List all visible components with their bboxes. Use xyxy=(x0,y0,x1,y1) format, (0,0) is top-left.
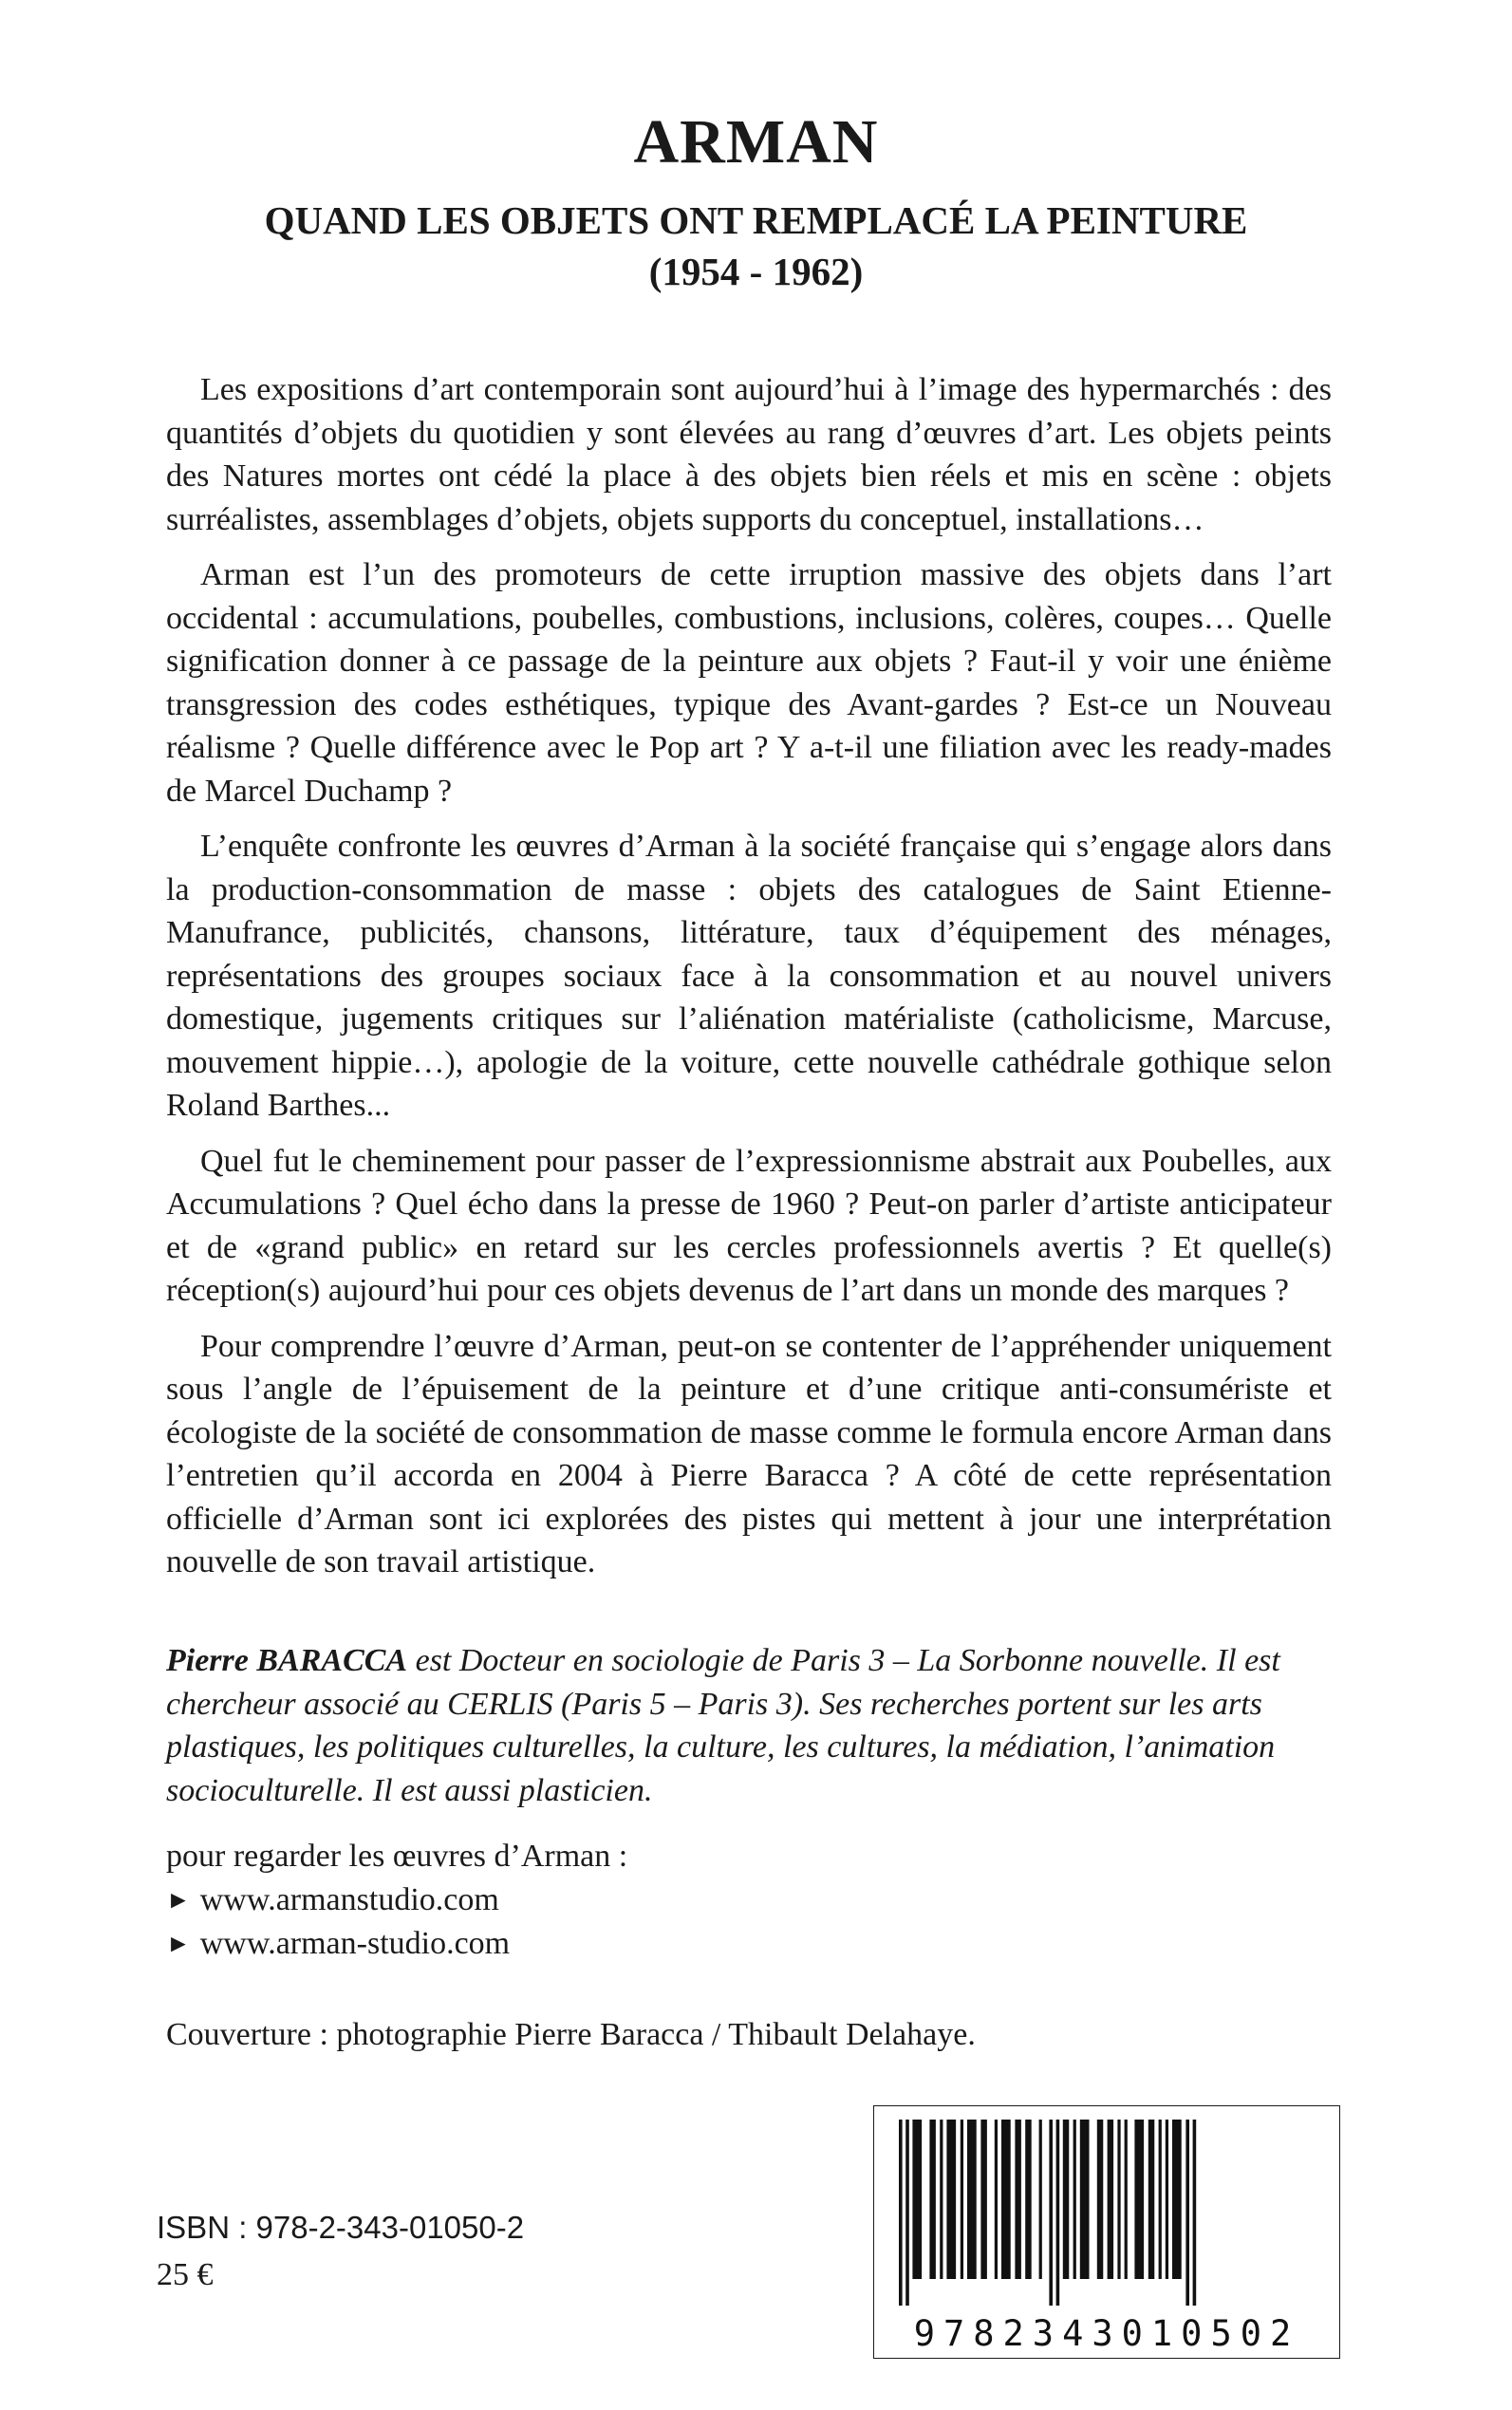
barcode-bar xyxy=(1134,2120,1144,2279)
links-intro: pour regarder les œuvres d’Arman : xyxy=(166,1839,628,1874)
barcode-bar xyxy=(1063,2120,1069,2279)
summary-paragraph: Arman est l’un des promoteurs de cette irruption massive des objets dans l’art occidental : accumulations, poubelles, combustions, inclusions, colères, coupes… Quelle signification donner à ce passage de la peinture aux objets ? Faut-il y voir une énième transgression des codes esthétiques, typique des Avant-gardes ? Est-ce un Nouveau réalisme ? Quelle différence avec le Pop art ? Y a-t-il une filiation avec les ready-mades de Marcel Duchamp ? xyxy=(166,557,1332,809)
barcode-bars xyxy=(893,2120,1320,2306)
barcode-bar xyxy=(1185,2120,1189,2306)
barcode-bar xyxy=(1056,2120,1060,2306)
barcode-bar xyxy=(1193,2120,1197,2306)
barcode-bar xyxy=(899,2120,903,2306)
barcode-bar xyxy=(1148,2120,1154,2279)
barcode-bar xyxy=(967,2120,977,2279)
barcode-bar xyxy=(940,2120,943,2279)
website-link[interactable]: www.armanstudio.com xyxy=(199,1882,499,1917)
barcode-bar xyxy=(1039,2120,1042,2279)
cover-credit: Couverture : photographie Pierre Baracca / Thibault Delahaye. xyxy=(166,2017,976,2052)
barcode-digits: 9782343010502 xyxy=(913,2313,1300,2354)
barcode-bar xyxy=(1097,2120,1103,2279)
book-title: ARMAN xyxy=(633,107,879,177)
author-name: Pierre BARACCA xyxy=(166,1643,408,1678)
barcode-bar xyxy=(1159,2120,1162,2279)
barcode-bar xyxy=(1025,2120,1031,2279)
barcode-bar xyxy=(1073,2120,1076,2279)
isbn: ISBN : 978-2-343-01050-2 xyxy=(157,2210,525,2245)
barcode-bar xyxy=(912,2120,922,2279)
barcode-bar xyxy=(980,2120,986,2279)
barcode-bar xyxy=(1117,2120,1120,2279)
barcode-bar xyxy=(1015,2120,1020,2279)
summary-paragraph: L’enquête confronte les œuvres d’Arman à la société française qui s’engage alors dans la production-consommation de masse : objets des catalogues de Saint Etienne-Manufrance, publicités, chansons, littérature, taux d’équipement des ménages, représentations des groupes sociaux face à la consommation et au nouvel univers domestique, jugements critiques sur l’aliénation matérialiste (catholicisme, Marcuse, mouvement hippie…), apologie de la voiture, cette nouvelle cathédrale gothique selon Roland Barthes... xyxy=(166,829,1332,1123)
barcode-bar xyxy=(946,2120,956,2279)
barcode-bar xyxy=(1166,2120,1168,2279)
book-dates: (1954 - 1962) xyxy=(648,250,864,293)
barcode-icon xyxy=(873,2105,1340,2359)
summary-paragraph: Les expositions d’art contemporain sont aujourd’hui à l’image des hypermarchés : des quantités d’objets du quotidien y sont élevées au rang d’œuvres d’art. Les objets peints des Natures mortes ont cédé la place à des objets bien réels et mis en scène : objets surréalistes, assemblages d’objets, objets supports du conceptuel, installations… xyxy=(166,372,1332,537)
play-arrow-icon: ► xyxy=(166,1886,191,1914)
author-bio-text: est Docteur en sociologie de Paris 3 – La Sorbonne nouvelle. Il est chercheur associé au CERLIS (Paris 5 – Paris 3). Ses recherches portent sur les arts plastiques, les politiques culturelles, la culture, les cultures, la médiation, l’animation socioculturelle. Il est aussi plasticien. xyxy=(166,1643,1280,1808)
author-bio xyxy=(166,1639,1332,1812)
summary-paragraph: Quel fut le cheminement pour passer de l’expressionnisme abstrait aux Poubelles, aux Accumulations ? Quel écho dans la presse de 1960 ? Peut-on parler d’artiste anticipateur et de «grand public» en retard sur les cercles professionnels avertis ? Et quelle(s) réception(s) aujourd’hui pour ces objets devenus de l’art dans un monde des marques ? xyxy=(166,1143,1332,1308)
play-arrow-icon: ► xyxy=(166,1930,191,1957)
barcode-bar xyxy=(929,2120,935,2279)
summary-paragraph: Pour comprendre l’œuvre d’Arman, peut-on se contenter de l’appréhender uniquement sous l’angle de l’épuisement de la peinture et d’une critique anti-consumériste et écologiste de la société de consommation de masse comme le formula encore Arman dans l’entretien qu’il accorda en 2004 à Pierre Baracca ? A côté de cette représentation officielle d’Arman sont ici explorées des pistes qui mettent à jour une interprétation nouvelle de son travail artistique. xyxy=(166,1328,1332,1579)
summary-text xyxy=(166,368,1332,1597)
price: 25 € xyxy=(157,2257,214,2292)
barcode-bar xyxy=(905,2120,909,2306)
website-link[interactable]: www.arman-studio.com xyxy=(199,1926,511,1961)
link-row xyxy=(166,1878,1115,1922)
barcode-bar xyxy=(995,2120,998,2279)
barcode-bar xyxy=(1125,2120,1128,2279)
link-row xyxy=(166,1922,1115,1966)
barcode-bar xyxy=(1108,2120,1113,2279)
barcode-bar xyxy=(1172,2120,1182,2279)
barcode-bar xyxy=(1080,2120,1090,2279)
links-section xyxy=(166,1835,1115,1966)
barcode-bar xyxy=(961,2120,963,2279)
book-subtitle: QUAND LES OBJETS ONT REMPLACÉ LA PEINTURE xyxy=(264,198,1248,242)
barcode-bar xyxy=(1001,2120,1011,2279)
barcode-bar xyxy=(1049,2120,1053,2306)
